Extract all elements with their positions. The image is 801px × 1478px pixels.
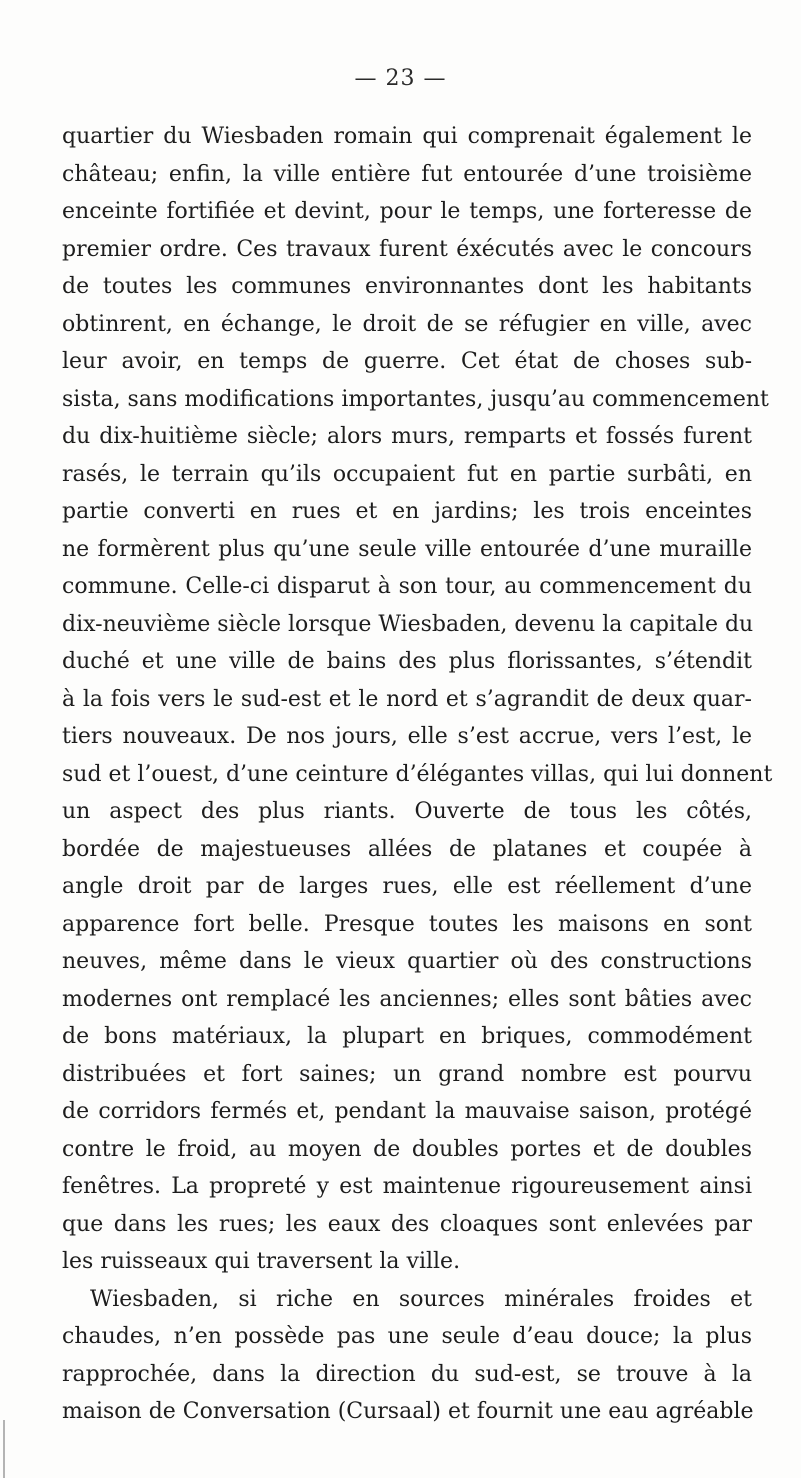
text-line: que dans les rues; les eaux des cloaques sont enlevées par: [62, 1211, 752, 1237]
text-line: fenêtres. La propreté y est maintenue rigoureusement ainsi: [62, 1174, 752, 1199]
text-line: château; enfin, la ville entière fut entourée d’une troisième: [62, 161, 752, 187]
text-line: maison de Conversation (Cursaal) et fournit une eau agréable: [62, 1399, 754, 1424]
page-number: — 23 —: [354, 66, 447, 91]
text-line: à la fois vers le sud-est et le nord et s’agrandit de deux quar-: [62, 686, 752, 712]
text-line: enceinte fortifiée et devint, pour le temps, une forteresse de: [62, 199, 752, 224]
text-line: sud et l’ouest, d’une ceinture d’élégantes villas, qui lui donnent: [62, 761, 773, 787]
text-line: de toutes les communes environnantes dont les habitants: [62, 274, 752, 299]
text-line: partie converti en rues et en jardins; les trois enceintes: [62, 499, 752, 524]
text-line: distribuées et fort saines; un grand nombre est pourvu: [62, 1061, 752, 1087]
text-line: duché et une ville de bains des plus florissantes, s’étendit: [62, 649, 752, 674]
text-line: un aspect des plus riants. Ouverte de tous les côtés,: [62, 799, 752, 824]
text-line: chaudes, n’en possède pas une seule d’eau douce; la plus: [62, 1324, 752, 1349]
body-text: [62, 118, 773, 1431]
text-line: rasés, le terrain qu’ils occupaient fut en partie surbâti, en: [62, 461, 752, 487]
text-line: sista, sans modifications importantes, jusqu’au commencement: [62, 386, 769, 412]
text-line: rapprochée, dans la direction du sud-est, se trouve à la: [62, 1361, 752, 1387]
paragraph-start-line: Wiesbaden, si riche en sources minérales froides et: [90, 1286, 752, 1312]
text-line: leur avoir, en temps de guerre. Cet état de choses sub-: [62, 349, 752, 374]
text-line: quartier du Wiesbaden romain qui comprenait également le: [62, 124, 752, 149]
margin-rule: [3, 1420, 5, 1478]
text-line: de corridors fermés et, pendant la mauvaise saison, protégé: [62, 1099, 752, 1124]
text-line: ne formèrent plus qu’une seule ville entourée d’une muraille: [62, 536, 752, 562]
text-line: bordée de majestueuses allées de platanes et coupée à: [62, 836, 752, 862]
text-line: angle droit par de larges rues, elle est réellement d’une: [62, 874, 752, 899]
text-line: dix-neuvième siècle lorsque Wiesbaden, devenu la capitale du: [62, 611, 754, 637]
text-line: obtinrent, en échange, le droit de se réfugier en ville, avec: [62, 311, 752, 337]
text-line: commune. Celle-ci disparut à son tour, au commencement du: [62, 574, 752, 599]
text-line: de bons matériaux, la plupart en briques, commodément: [62, 1024, 752, 1049]
text-line: neuves, même dans le vieux quartier où des constructions: [62, 949, 752, 974]
text-line: apparence fort belle. Presque toutes les maisons en sont: [62, 911, 752, 937]
text-line: tiers nouveaux. De nos jours, elle s’est accrue, vers l’est, le: [62, 724, 752, 749]
text-line: contre le froid, au moyen de doubles portes et de doubles: [62, 1136, 752, 1162]
text-line: premier ordre. Ces travaux furent éxécutés avec le concours: [62, 236, 752, 262]
paragraph-end-line: les ruisseaux qui traversent la ville.: [62, 1249, 461, 1274]
text-line: modernes ont remplacé les anciennes; elles sont bâties avec: [62, 986, 752, 1012]
text-line: du dix-huitième siècle; alors murs, remparts et fossés furent: [62, 424, 752, 449]
